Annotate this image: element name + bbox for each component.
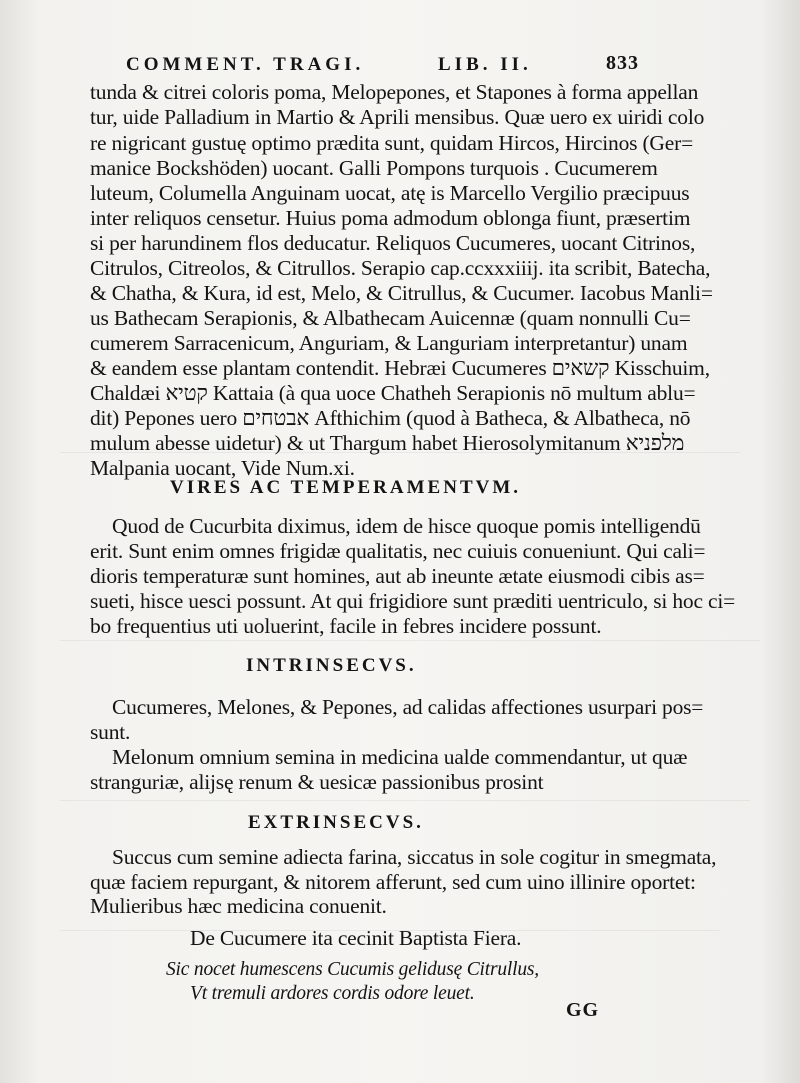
book-number: LIB. II. [438, 54, 532, 75]
text-line: Quod de Cucurbita diximus, idem de hisce quoque pomis intelligendū [112, 514, 701, 538]
text-line: cumerem Sarracenicum, Anguriam, & Languriam interpretantur) unam [90, 331, 688, 355]
signature-mark: GG [566, 999, 600, 1021]
text-line: bo frequentius uti uoluerint, facile in febres incidere possunt. [90, 614, 602, 638]
text-line: si per harundinem flos deducatur. Reliquos Cucumeres, uocant Citrinos, [90, 231, 696, 255]
poem-verse: Sic nocet humescens Cucumis gelidusę Citrullus, [166, 959, 539, 980]
text-line: re nigricant gustuę optimo prædita sunt, quidam Hircos, Hircinos (Ger= [90, 131, 693, 155]
text-line: Chaldæi קטיא Kattaia (à qua uoce Chatheh Serapionis nō multum ablu= [90, 381, 696, 405]
text-line: & eandem esse plantam contendit. Hebræi Cucumeres קשאים Kisschuim, [90, 356, 710, 380]
text-line: us Bathecam Serapionis, & Albathecam Auicennæ (quam nonnulli Cu= [90, 306, 691, 330]
text-line: sueti, hisce uesci possunt. At qui frigidiore sunt præditi uentriculo, si hoc ci= [90, 589, 736, 613]
text-line: Cucumeres, Melones, & Pepones, ad calidas affectiones usurpari pos= [112, 695, 704, 719]
text-line: Malpania uocant, Vide Num.xi. [90, 456, 355, 480]
text-line: sunt. [90, 720, 131, 744]
text-line: Mulieribus hæc medicina conuenit. [90, 894, 387, 918]
running-title: COMMENT. TRAGI. [126, 54, 365, 75]
text-line: erit. Sunt enim omnes frigidæ qualitatis, nec cuiuis conueniunt. Qui cali= [90, 539, 706, 563]
page-number: 833 [606, 52, 639, 74]
text-line: Citrulos, Citreolos, & Citrullos. Serapio cap.ccxxxiiij. ita scribit, Batecha, [90, 256, 711, 280]
section-heading-intrinsecus: INTRINSECVS. [246, 655, 417, 676]
text-line: inter reliquos censetur. Huius poma admodum oblonga fiunt, præsertim [90, 206, 691, 230]
text-line: Succus cum semine adiecta farina, siccatus in sole cogitur in smegmata, [112, 845, 717, 869]
poem-introduction: De Cucumere ita cecinit Baptista Fiera. [190, 926, 522, 950]
text-line: quæ faciem repurgant, & nitorem afferunt, sed cum uino illinire oportet: [90, 870, 696, 894]
text-line: dioris temperaturæ sunt homines, aut ab ineunte ætate eiusmodi cibis as= [90, 564, 705, 588]
poem-verse: Vt tremuli ardores cordis odore leuet. [190, 983, 475, 1004]
text-line: Melonum omnium semina in medicina ualde commendantur, ut quæ [112, 745, 688, 769]
text-line: dit) Pepones uero אבטחים Afthichim (quod à Batheca, & Albatheca, nō [90, 406, 691, 430]
section-heading-extrinsecus: EXTRINSECVS. [248, 812, 424, 833]
text-line: & Chatha, & Kura, id est, Melo, & Citrullus, & Cucumer. Iacobus Manli= [90, 281, 713, 305]
text-line: luteum, Columella Anguinam uocat, atę is Marcello Vergilio præcipuus [90, 181, 690, 205]
text-line: tunda & citrei coloris poma, Melopepones, et Stapones à forma appellan [90, 80, 699, 104]
text-line: tur, uide Palladium in Martio & Aprili mensibus. Quæ uero ex uiridi colo [90, 105, 705, 129]
text-line: manice Bockshöden) uocant. Galli Pompons turquois . Cucumerem [90, 156, 658, 180]
text-line: mulum abesse uidetur) & ut Thargum habet Hierosolymitanum מלפניא [90, 431, 685, 455]
section-heading-vires: VIRES AC TEMPERAMENTVM. [170, 477, 522, 498]
running-header [126, 52, 654, 82]
text-line: stranguriæ, alijsę renum & uesicæ passionibus prosint [90, 770, 544, 794]
